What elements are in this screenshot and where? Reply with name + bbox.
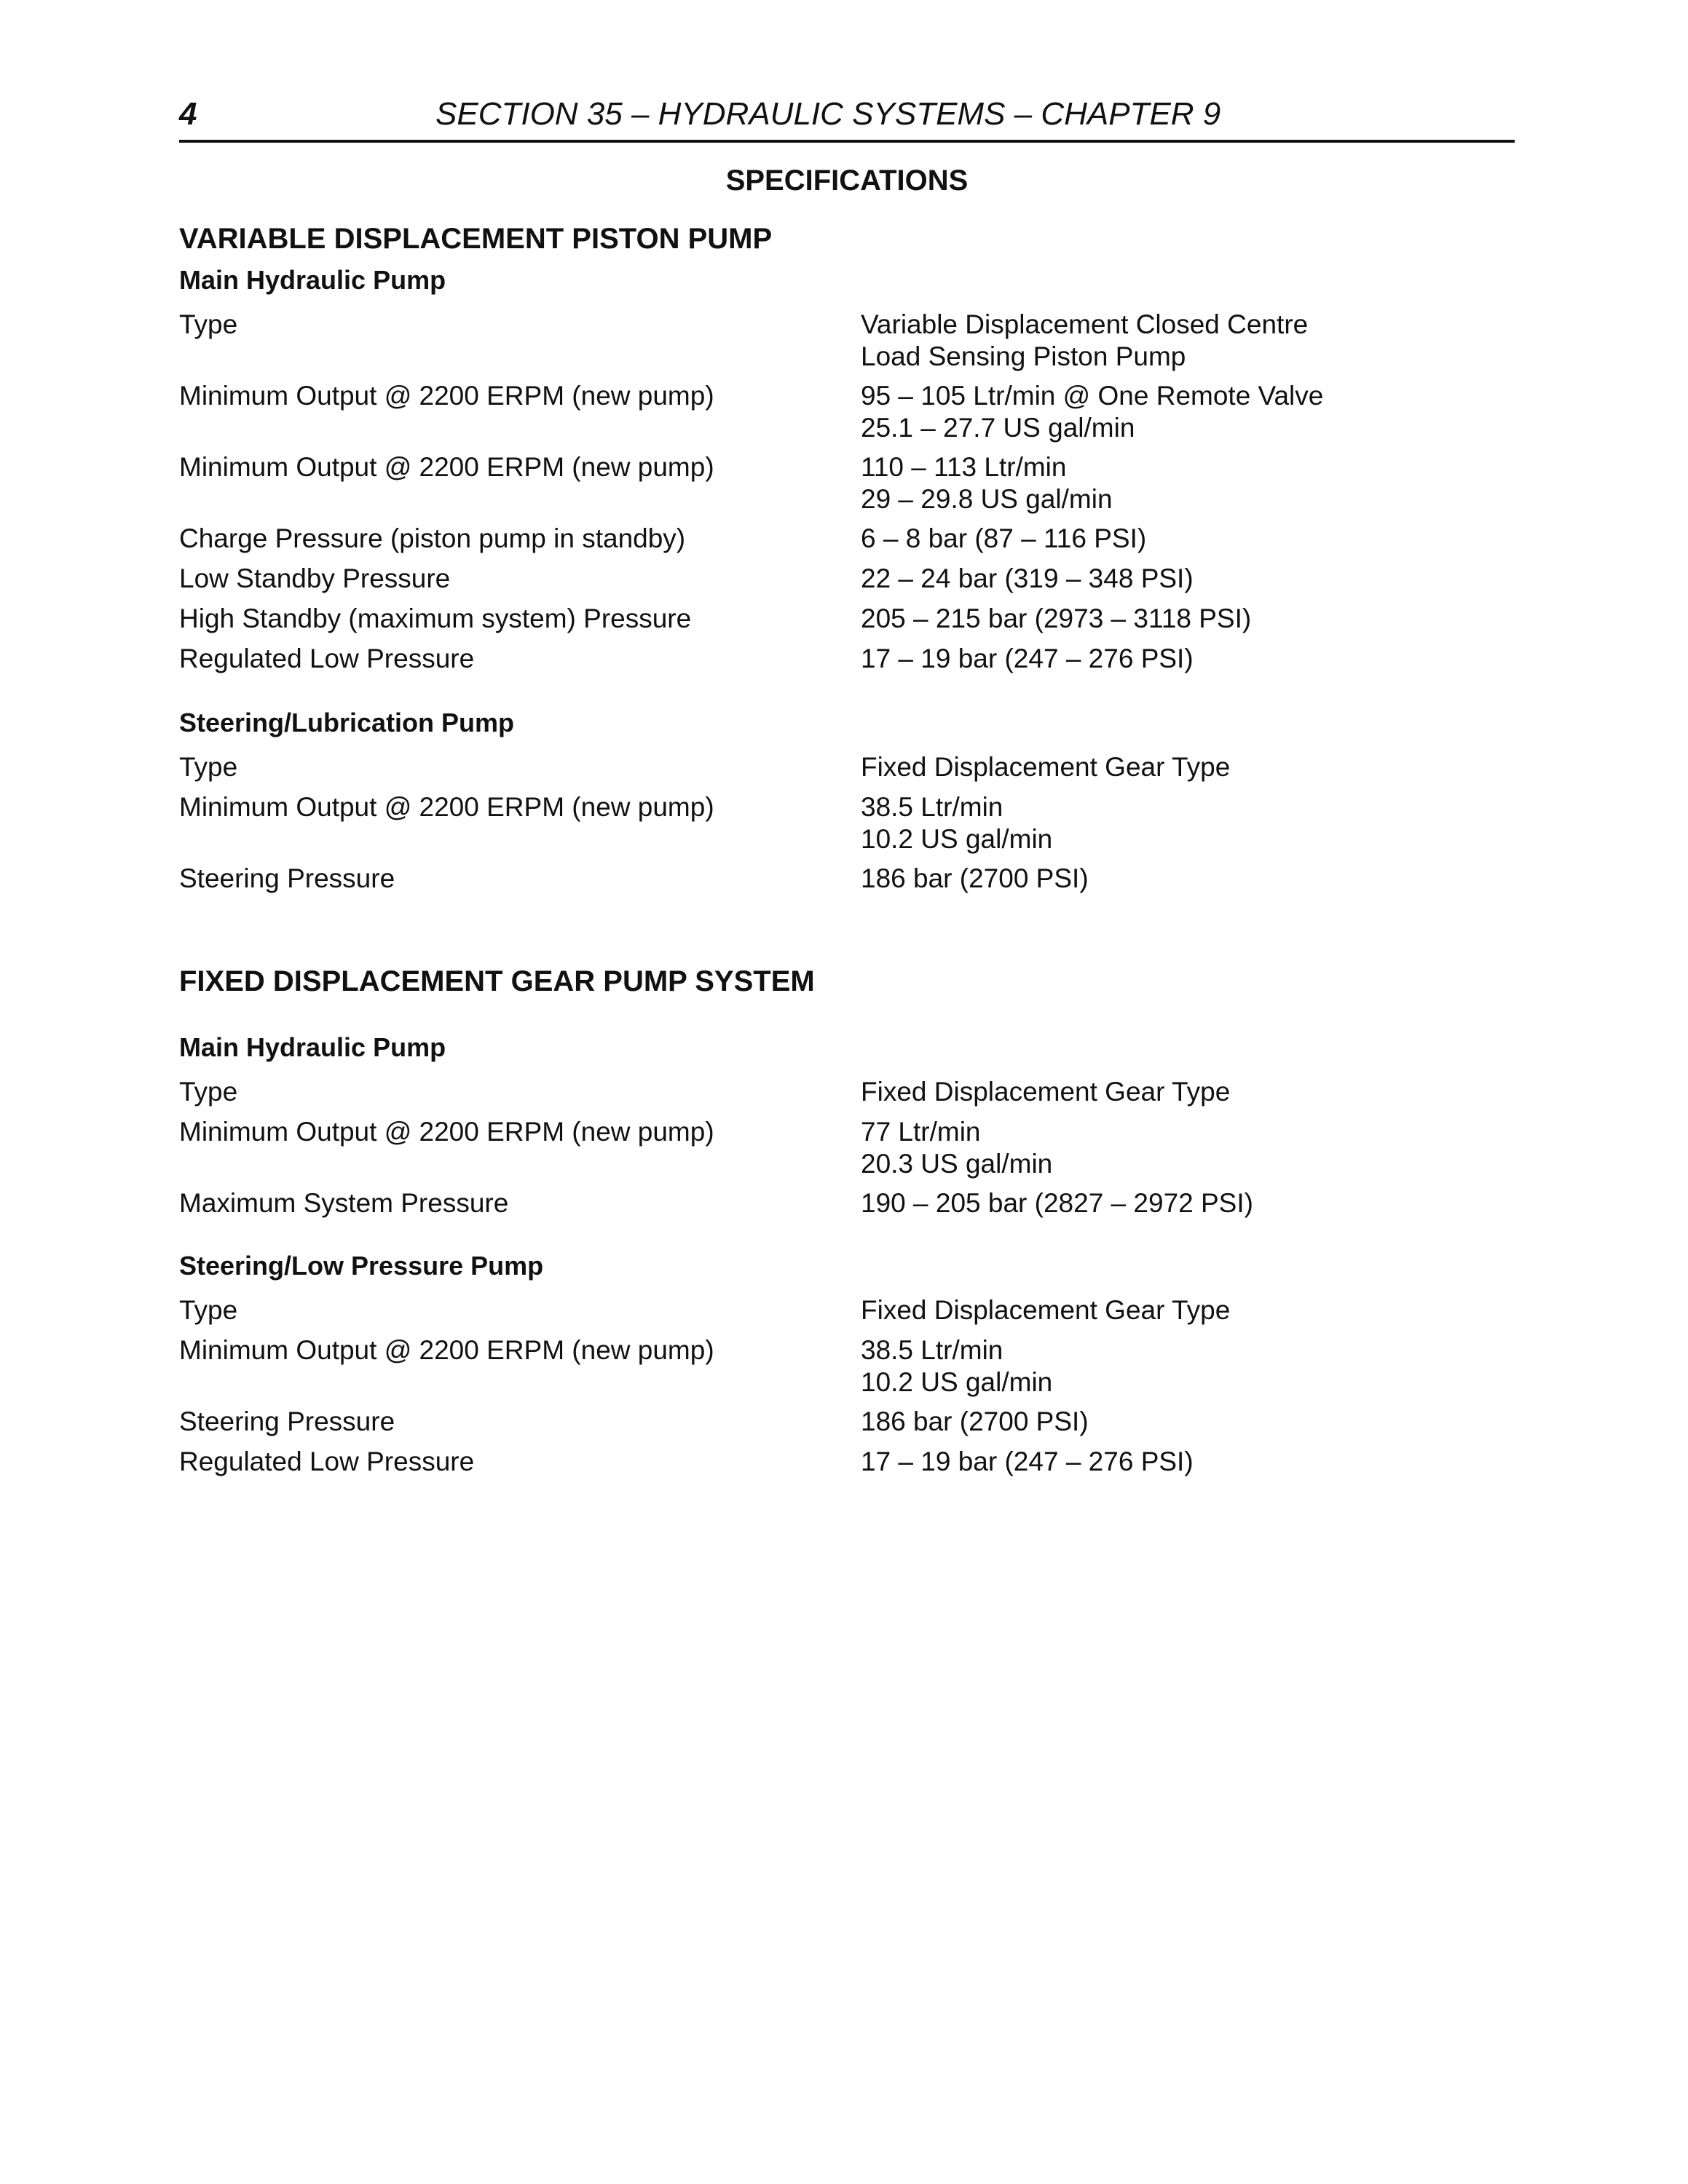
spec-value: Variable Displacement Closed Centre Load Sensing Piston Pump <box>861 309 1309 371</box>
spec-value: 190 – 205 bar (2827 – 2972 PSI) <box>861 1188 1253 1218</box>
running-header <box>179 90 1515 143</box>
spec-value: Fixed Displacement Gear Type <box>861 752 1231 782</box>
spec-label: Steering Pressure <box>179 1406 395 1436</box>
spec-value: 110 – 113 Ltr/min 29 – 29.8 US gal/min <box>861 452 1113 514</box>
spec-label: Regulated Low Pressure <box>179 644 475 673</box>
subsection-title-main-hydraulic-pump: Main Hydraulic Pump <box>179 1032 446 1062</box>
spec-label: Minimum Output @ 2200 ERPM (new pump) <box>179 1335 714 1365</box>
spec-value: 38.5 Ltr/min 10.2 US gal/min <box>861 792 1053 854</box>
spec-label: Steering Pressure <box>179 863 395 893</box>
spec-value: 77 Ltr/min 20.3 US gal/min <box>861 1117 1053 1179</box>
spec-label: Type <box>179 1077 238 1107</box>
spec-label: Minimum Output @ 2200 ERPM (new pump) <box>179 792 714 822</box>
spec-label: Type <box>179 752 238 782</box>
spec-value: 17 – 19 bar (247 – 276 PSI) <box>861 1447 1194 1476</box>
spec-value: 186 bar (2700 PSI) <box>861 1406 1089 1436</box>
spec-value: 38.5 Ltr/min 10.2 US gal/min <box>861 1335 1053 1397</box>
spec-label: Type <box>179 309 238 339</box>
spec-label: Type <box>179 1295 238 1325</box>
spec-label: Maximum System Pressure <box>179 1188 509 1218</box>
spec-value: 17 – 19 bar (247 – 276 PSI) <box>861 644 1194 673</box>
page-number: 4 <box>179 96 197 132</box>
section-title-variable-displacement: VARIABLE DISPLACEMENT PISTON PUMP <box>179 223 773 255</box>
spec-label: High Standby (maximum system) Pressure <box>179 604 692 633</box>
spec-label: Regulated Low Pressure <box>179 1447 475 1476</box>
specifications-heading: SPECIFICATIONS <box>725 165 969 197</box>
section-title-fixed-displacement: FIXED DISPLACEMENT GEAR PUMP SYSTEM <box>179 965 815 997</box>
spec-label: Low Standby Pressure <box>179 563 451 593</box>
spec-value: Fixed Displacement Gear Type <box>861 1295 1231 1325</box>
spec-value: 205 – 215 bar (2973 – 3118 PSI) <box>861 604 1252 633</box>
subsection-title-steering-lubrication-pump: Steering/Lubrication Pump <box>179 708 515 737</box>
spec-label: Charge Pressure (piston pump in standby) <box>179 523 686 553</box>
spec-value: 186 bar (2700 PSI) <box>861 863 1089 893</box>
subsection-title-steering-low-pressure-pump: Steering/Low Pressure Pump <box>179 1251 544 1281</box>
spec-label: Minimum Output @ 2200 ERPM (new pump) <box>179 381 714 411</box>
subsection-title-main-hydraulic-pump: Main Hydraulic Pump <box>179 265 446 295</box>
header-title: SECTION 35 – HYDRAULIC SYSTEMS – CHAPTER 9 <box>435 96 1221 132</box>
spec-value: 95 – 105 Ltr/min @ One Remote Valve 25.1 – 27.7 US gal/min <box>861 381 1324 443</box>
spec-value: 22 – 24 bar (319 – 348 PSI) <box>861 563 1194 593</box>
spec-label: Minimum Output @ 2200 ERPM (new pump) <box>179 1117 714 1147</box>
spec-label: Minimum Output @ 2200 ERPM (new pump) <box>179 452 714 482</box>
spec-value: 6 – 8 bar (87 – 116 PSI) <box>861 523 1147 553</box>
spec-value: Fixed Displacement Gear Type <box>861 1077 1231 1107</box>
